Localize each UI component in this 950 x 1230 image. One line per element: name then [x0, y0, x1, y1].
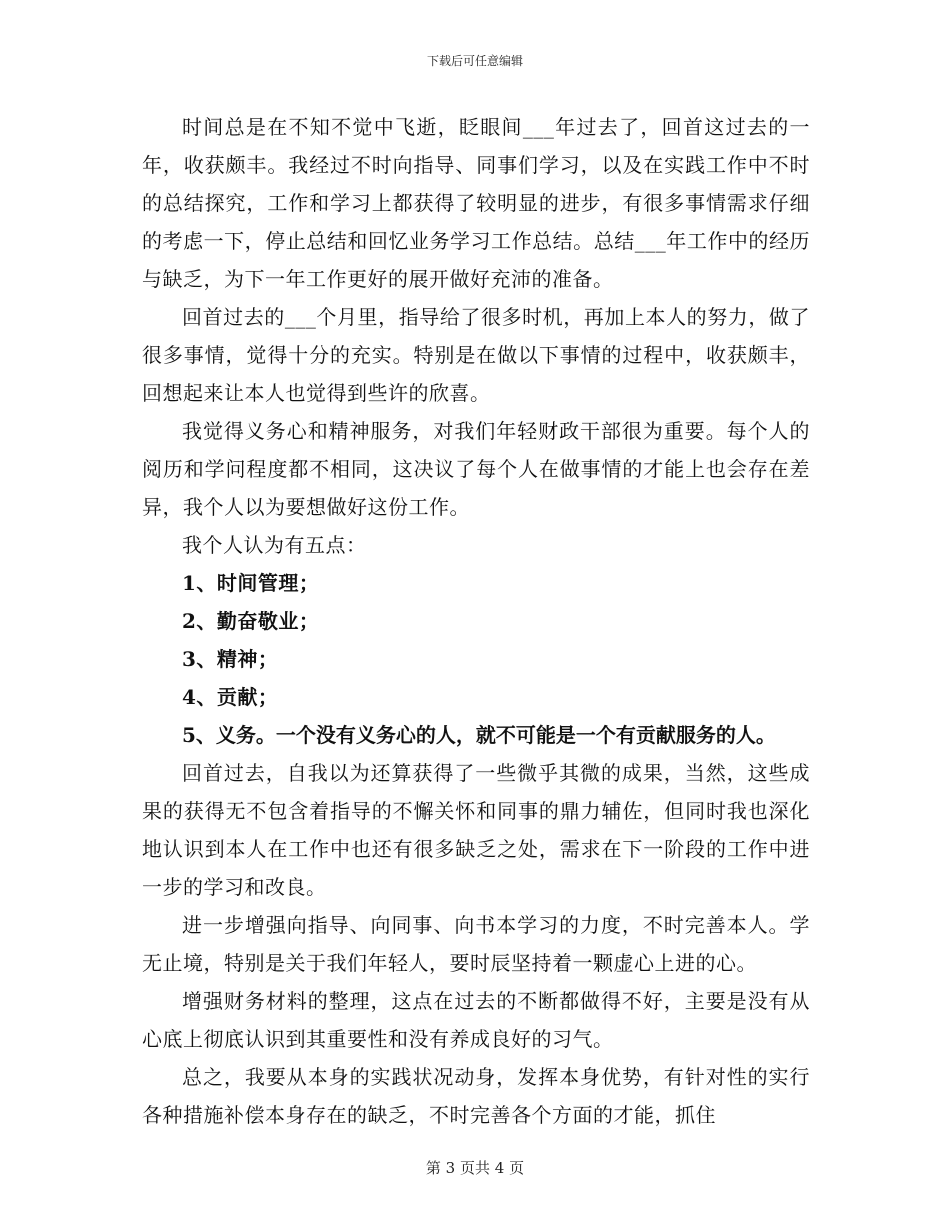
paragraph: 回首过去的___个月里，指导给了很多时机，再加上本人的努力，做了很多事情，觉得十分的充实。特别是在做以下事情的过程中，收获颇丰，回想起来让本人也觉得到些许的欣喜。 [142, 305, 810, 405]
list-item: 1、时间管理； [182, 571, 320, 595]
list-item: 4、贡献； [182, 685, 279, 709]
paragraph: 时间总是在不知不觉中飞逝，眨眼间___年过去了，回首这过去的一年，收获颇丰。我经过不时向指导、同事们学习，以及在实践工作中不时的总结探究，工作和学习上都获得了较明显的进步，有很多事情需求仔细的考虑一下，停止总结和回忆业务学习工作总结。总结___年工作中的经历与缺乏，为下一年工作更好的展开做好充沛的准备。 [142, 115, 810, 291]
page-header: 下载后可任意编辑 [426, 54, 523, 68]
paragraph: 总之，我要从本身的实践状况动身，发挥本身优势，有针对性的实行各种措施补偿本身存在的缺乏，不时完善各个方面的才能，抓住 [142, 1065, 810, 1127]
list-item: 3、精神； [182, 647, 279, 671]
paragraph: 增强财务材料的整理，这点在过去的不断都做得不好，主要是没有从心底上彻底认识到其重要性和没有养成良好的习气。 [142, 989, 810, 1051]
paragraph: 我个人认为有五点： [182, 533, 367, 557]
list-item: 2、勤奋敬业； [182, 609, 320, 633]
list-item: 5、义务。一个没有义务心的人，就不可能是一个有贡献服务的人。 [182, 723, 776, 747]
paragraph: 进一步增强向指导、向同事、向书本学习的力度，不时完善本人。学无止境，特别是关于我们年轻人，要时辰坚持着一颗虚心上进的心。 [142, 913, 810, 975]
paragraph: 回首过去，自我以为还算获得了一些微乎其微的成果，当然，这些成果的获得无不包含着指导的不懈关怀和同事的鼎力辅佐，但同时我也深化地认识到本人在工作中也还有很多缺乏之处，需求在下一阶段的工作中进一步的学习和改良。 [142, 761, 810, 899]
page-footer: 第 3 页共 4 页 [425, 1159, 525, 1177]
document-body [142, 108, 810, 1134]
paragraph: 我觉得义务心和精神服务，对我们年轻财政干部很为重要。每个人的阅历和学问程度都不相同，这决议了每个人在做事情的才能上也会存在差异，我个人以为要想做好这份工作。 [142, 419, 810, 519]
